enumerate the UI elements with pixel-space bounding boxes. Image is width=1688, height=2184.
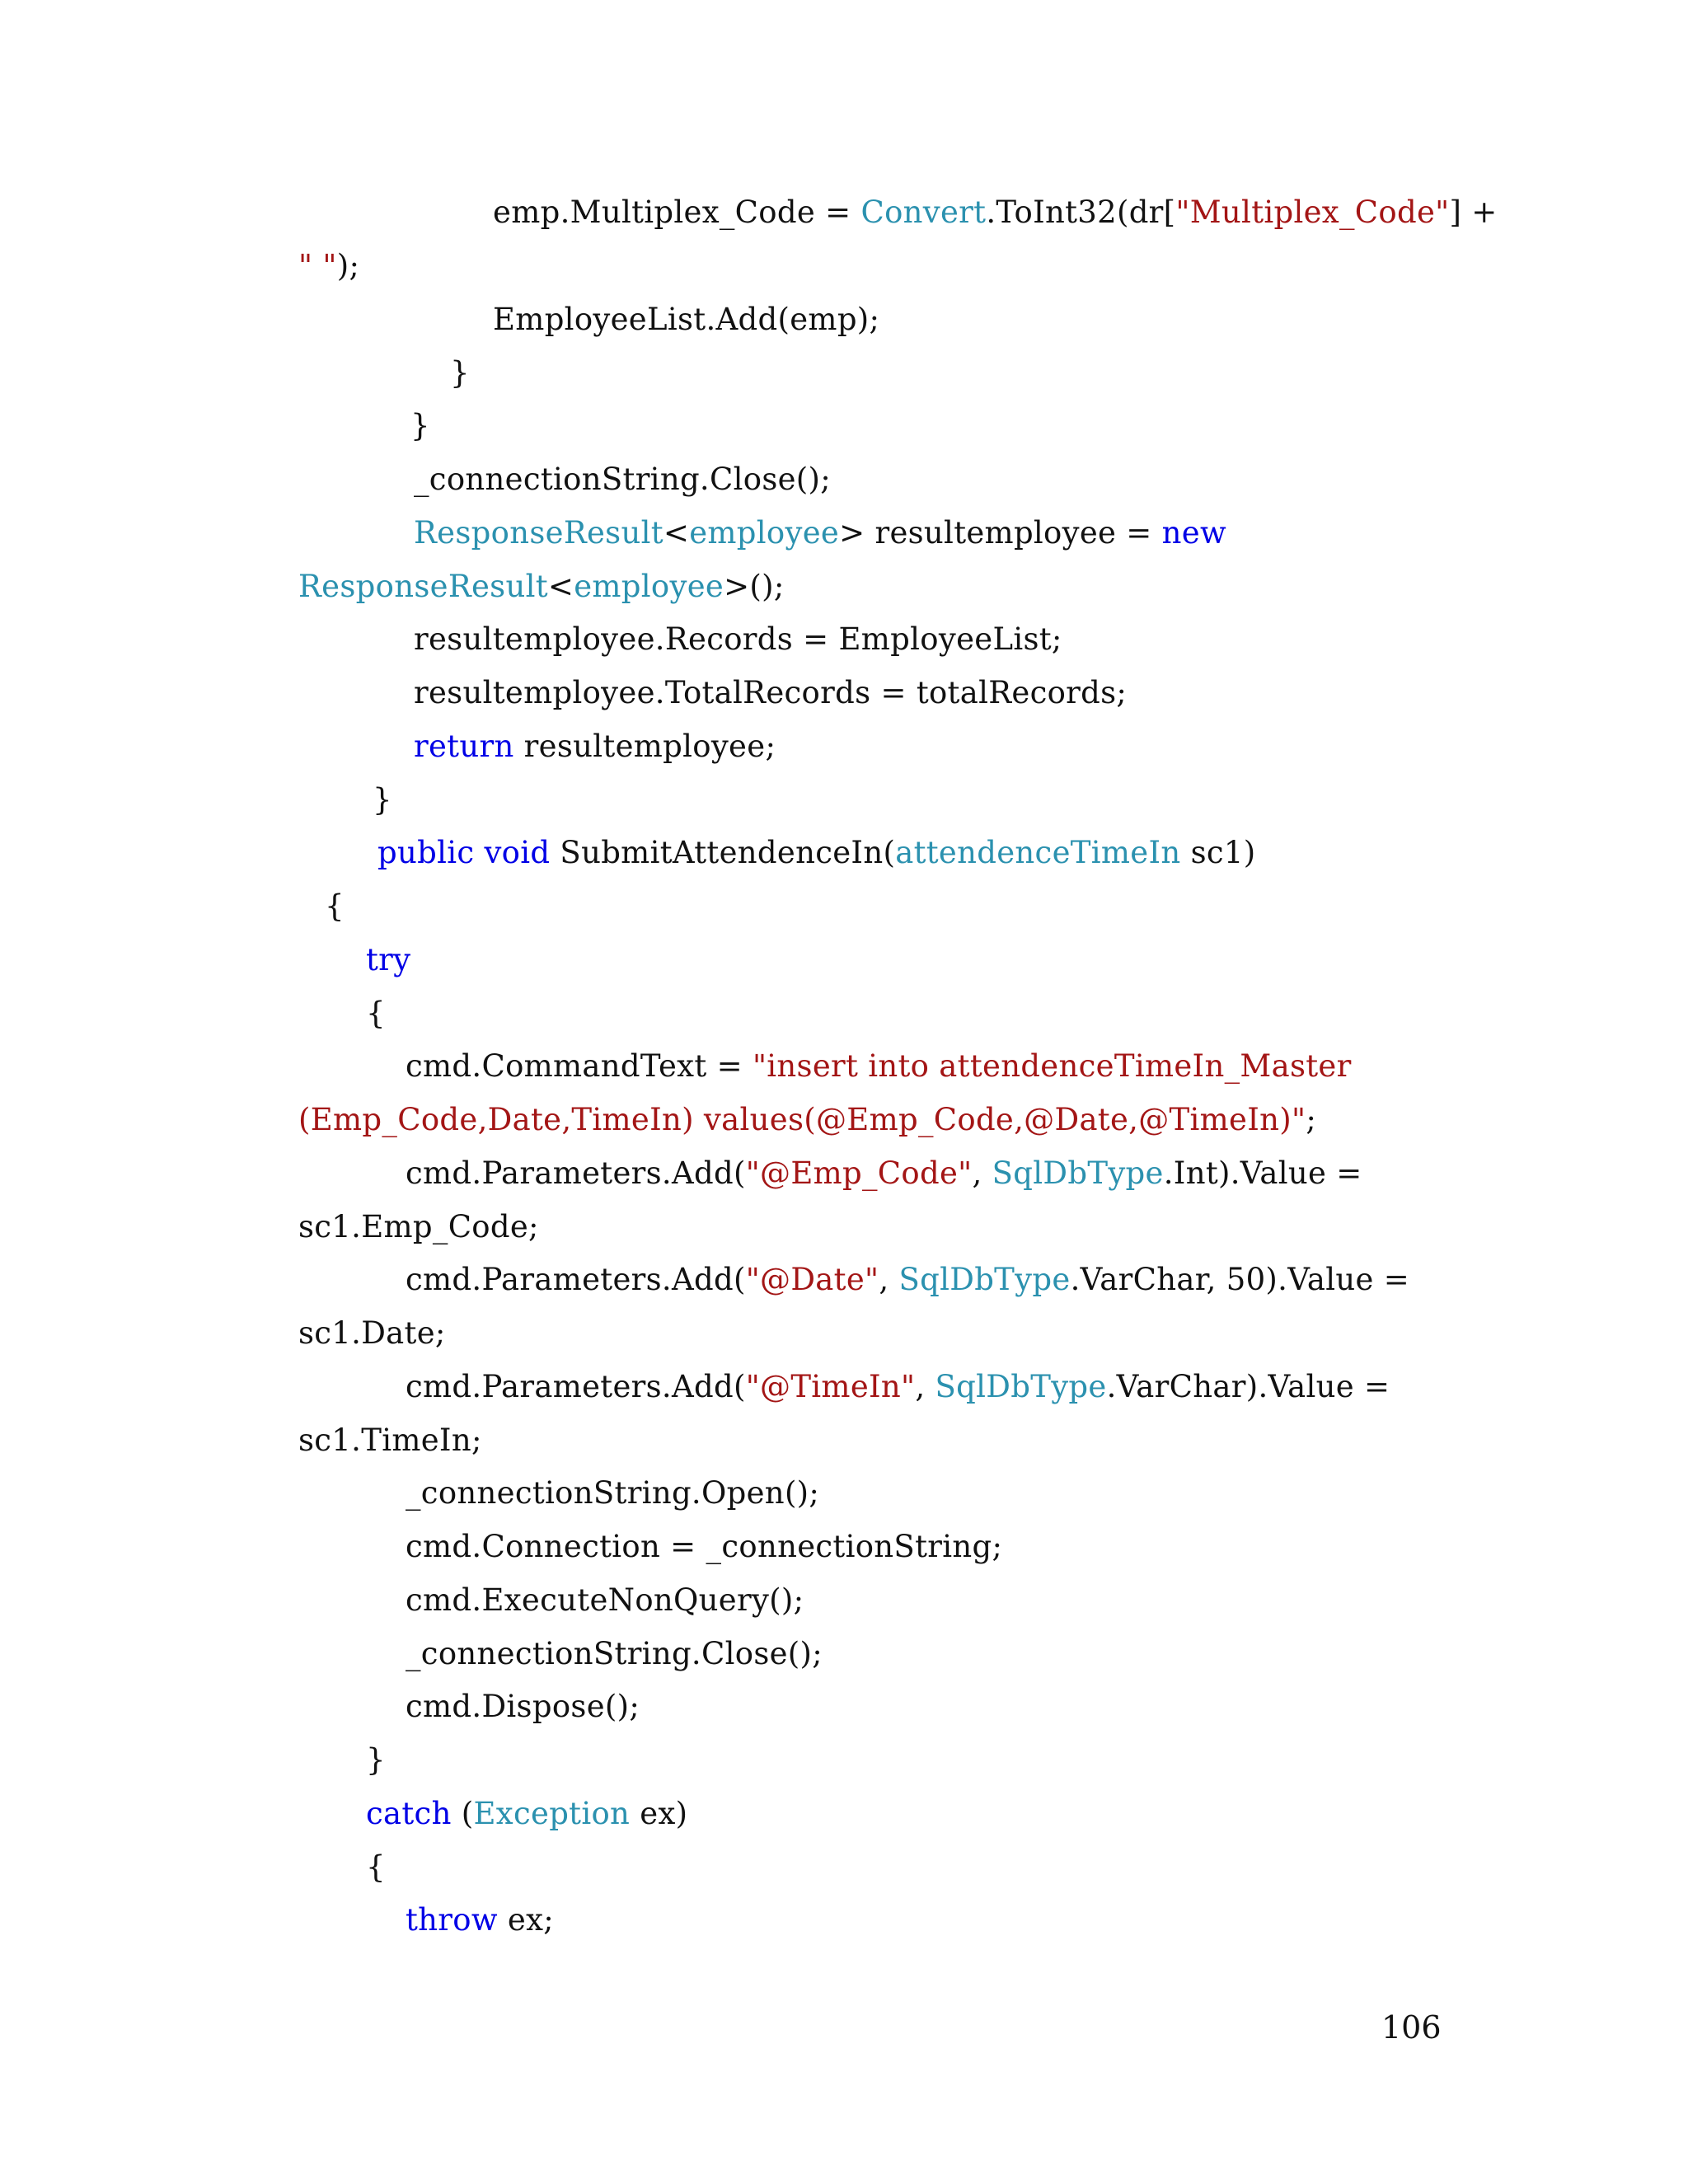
code-line [373,780,392,820]
code-line [298,1100,1316,1140]
code-token-plain: , [879,1262,899,1297]
code-line [406,1527,1002,1567]
code-token-string: "insert into attendenceTimeIn_Master [752,1048,1352,1084]
code-token-string: "@TimeIn" [745,1369,916,1404]
code-token-keyword: return [414,729,514,764]
code-token-plain: ex; [497,1902,555,1938]
code-token-plain: cmd.Parameters.Add( [406,1155,746,1191]
code-line [414,460,831,499]
code-line [414,673,1127,713]
code-line [493,300,879,340]
code-line [406,1260,1409,1300]
code-token-plain: ; [1306,1102,1317,1137]
code-token-keyword: throw [406,1902,498,1938]
code-token-plain: ); [336,248,360,284]
code-token-plain: { [366,996,386,1031]
code-token-plain: .Int).Value = [1163,1155,1362,1191]
code-line [366,1794,687,1834]
code-token-plain: } [373,782,392,818]
code-line [406,1687,640,1727]
code-token-plain: , [972,1155,992,1191]
code-token-plain: cmd.Connection = _connectionString; [406,1529,1003,1564]
code-token-plain: _connectionString.Close(); [406,1636,823,1671]
code-token-string: " " [298,248,337,284]
code-line [406,1154,1362,1193]
code-line [406,1047,1352,1086]
code-line [406,1900,554,1940]
code-token-keyword: catch [366,1796,452,1831]
code-token-plain [474,835,484,870]
code-token-plain: sc1.TimeIn; [298,1422,482,1458]
code-token-plain: < [547,569,574,604]
code-line [298,1421,482,1460]
code-token-string: "@Emp_Code" [745,1155,973,1191]
page-number: 106 [1381,2009,1442,2046]
code-token-plain: resultemployee.Records = EmployeeList; [414,621,1062,657]
code-token-type: SqlDbType [992,1155,1164,1191]
code-token-plain: cmd.CommandText = [406,1048,753,1084]
code-token-type: ResponseResult [298,569,548,604]
code-token-plain: cmd.Parameters.Add( [406,1369,746,1404]
code-line [325,887,345,926]
code-line [406,1581,804,1620]
code-token-string: (Emp_Code,Date,TimeIn) values(@Emp_Code,@Date,@TimeIn)" [298,1102,1306,1137]
code-line [366,1741,386,1780]
code-line [450,354,470,393]
code-line [366,994,386,1033]
code-line [298,567,785,607]
code-line [406,1474,819,1513]
code-token-type: Exception [473,1796,631,1831]
code-token-keyword: public [377,835,475,870]
code-line [298,246,359,286]
code-token-type: ResponseResult [414,515,663,551]
code-token-plain: { [366,1849,386,1885]
code-token-plain: cmd.ExecuteNonQuery(); [406,1582,804,1618]
code-token-string: "@Date" [745,1262,879,1297]
code-line [410,406,430,446]
code-token-keyword: new [1161,515,1226,551]
code-token-type: employee [689,515,840,551]
code-token-plain: _connectionString.Close(); [414,462,832,497]
code-line [366,1848,386,1887]
code-line [366,940,410,980]
code-token-plain: .VarChar).Value = [1106,1369,1390,1404]
code-token-plain: resultemployee.TotalRecords = totalRecords; [414,675,1128,710]
code-token-keyword: void [484,835,551,870]
code-token-type: SqlDbType [935,1369,1107,1404]
code-token-plain: { [325,888,345,924]
code-token-plain: _connectionString.Open(); [406,1475,820,1511]
code-token-plain: EmployeeList.Add(emp); [493,302,880,337]
code-token-plain: ex) [630,1796,688,1831]
code-token-plain: } [366,1742,386,1778]
code-token-type: Convert [860,194,987,230]
code-token-plain: , [915,1369,935,1404]
code-token-plain: emp.Multiplex_Code = [493,194,861,230]
code-token-plain: < [663,515,690,551]
code-line [493,193,1498,232]
code-token-plain: ] + [1449,194,1498,230]
code-token-plain: ( [451,1796,474,1831]
code-token-plain: } [450,355,470,391]
code-token-plain: cmd.Parameters.Add( [406,1262,746,1297]
code-token-type: attendenceTimeIn [895,835,1181,870]
code-token-plain: } [410,408,430,443]
code-token-plain: sc1.Date; [298,1315,446,1351]
code-line [298,1314,446,1353]
code-token-type: SqlDbType [898,1262,1071,1297]
code-token-plain: SubmitAttendenceIn( [550,835,896,870]
code-token-plain: .ToInt32(dr[ [986,194,1176,230]
code-token-plain: cmd.Dispose(); [406,1689,640,1724]
code-line [414,620,1062,659]
code-token-keyword: try [366,942,411,977]
code-line [414,727,776,766]
code-token-type: employee [574,569,724,604]
code-line [406,1634,823,1674]
code-line [414,513,1226,553]
code-token-plain: sc1) [1180,835,1256,870]
code-token-string: "Multiplex_Code" [1175,194,1450,230]
code-line [298,1207,539,1247]
code-line [406,1367,1390,1407]
code-token-plain: > resultemployee = [839,515,1162,551]
code-token-plain: >(); [724,569,785,604]
code-token-plain: resultemployee; [513,729,776,764]
code-token-plain: sc1.Emp_Code; [298,1209,539,1244]
code-token-plain: .VarChar, 50).Value = [1070,1262,1410,1297]
code-line [377,833,1255,873]
